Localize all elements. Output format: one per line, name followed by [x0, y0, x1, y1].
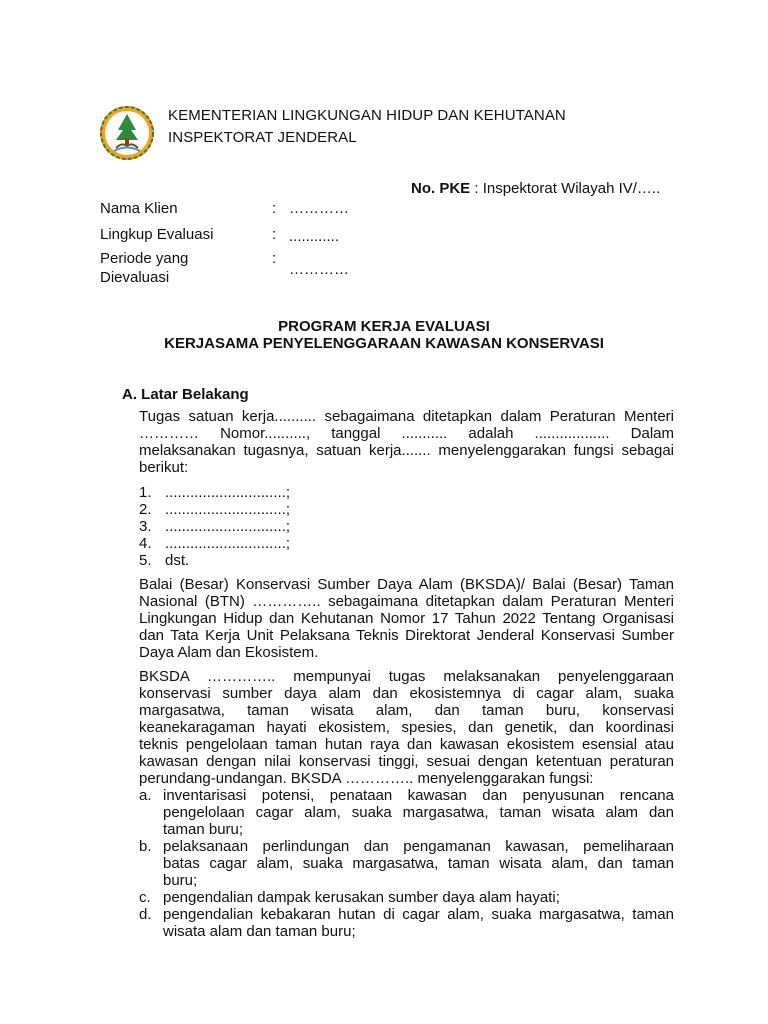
pke-number [411, 180, 660, 197]
text-line: melaksanakan tugasnya, satuan kerja....... menyelenggarakan fungsi sebagai [139, 442, 674, 459]
intro-paragraph [139, 408, 674, 476]
text-line: pengendalian kebakaran hutan di cagar alam, suaka margasatwa, taman [163, 906, 674, 923]
meta-value-nama-klien: ………… [289, 200, 349, 217]
list-mark: d. [139, 906, 152, 923]
list-num: 5. [139, 552, 152, 569]
text-line: taman buru; [163, 821, 244, 838]
ministry-name: KEMENTERIAN LINGKUNGAN HIDUP DAN KEHUTANAN [168, 107, 566, 124]
text-line: teknis pengelolaan taman hutan raya dan kawasan ekosistem esensial atau [139, 736, 674, 753]
list-item [139, 889, 674, 906]
list-mark: a. [139, 787, 152, 804]
list-mark: c. [139, 889, 151, 906]
list-item [139, 484, 290, 501]
bksda-paragraph [139, 668, 674, 787]
text-line: margasatwa, taman wisata alam, dan taman buru, konservasi [139, 702, 674, 719]
list-item [139, 552, 290, 569]
list-num: 3. [139, 518, 152, 535]
ministry-logo [98, 104, 156, 162]
pke-value: : Inspektorat Wilayah IV/….. [474, 180, 661, 197]
list-item [139, 501, 290, 518]
meta-colon: : [272, 250, 277, 267]
list-item [139, 906, 674, 940]
list-text: dst. [165, 552, 190, 569]
text-line: BKSDA ………….. mempunyai tugas melaksanakan penyelenggaraan [139, 668, 674, 685]
bksda-functions-list [139, 787, 674, 940]
meta-value-lingkup: ............ [289, 228, 340, 245]
list-item [139, 518, 290, 535]
list-num: 4. [139, 535, 152, 552]
text-line: batas cagar alam, suaka margasatwa, taman wisata alam, dan taman [163, 855, 674, 872]
pke-label: No. PKE [411, 180, 471, 197]
text-line: inventarisasi potensi, penataan kawasan dan penyusunan rencana [163, 787, 674, 804]
text-line: Daya Alam dan Ekosistem. [139, 644, 319, 661]
text-line: keanekaragaman hayati ekosistem, spesies, dan genetik, dan koordinasi [139, 719, 674, 736]
list-mark: b. [139, 838, 152, 855]
list-item [139, 535, 290, 552]
text-line: perundang-undangan. BKSDA ………….. menyelenggarakan fungsi: [139, 770, 594, 787]
text-line: Lingkungan Hidup dan Kehutanan Nomor 17 Tahun 2022 Tentang Organisasi [139, 610, 674, 627]
text-line: pengelolaan cagar alam, suaka margasatwa, taman wisata alam dan [163, 804, 674, 821]
meta-value-periode: ………… [289, 261, 349, 278]
text-line: dan Tata Kerja Unit Pelaksana Teknis Direktorat Jenderal Konservasi Sumber [139, 627, 674, 644]
text-line: Balai (Besar) Konservasi Sumber Daya Alam (BKSDA)/ Balai (Besar) Taman [139, 576, 674, 593]
text-line: Tugas satuan kerja.......... sebagaimana ditetapkan dalam Peraturan Menteri [139, 408, 674, 425]
list-text: .............................; [165, 501, 291, 518]
list-item [139, 838, 674, 889]
list-text: .............................; [165, 535, 291, 552]
meta-label-periode-2: Dievaluasi [100, 269, 170, 286]
text-line: ………… Nomor.........., tanggal ........... adalah .................. Dalam [139, 425, 674, 442]
list-num: 1. [139, 484, 152, 501]
meta-label-lingkup: Lingkup Evaluasi [100, 226, 214, 243]
balai-paragraph [139, 576, 674, 661]
meta-label-periode: Periode yang [100, 250, 189, 267]
ministry-emblem-icon [98, 104, 156, 162]
functions-list [139, 484, 290, 569]
list-num: 2. [139, 501, 152, 518]
doc-title-line1: PROGRAM KERJA EVALUASI [278, 318, 490, 335]
list-item [139, 787, 674, 838]
text-line: buru; [163, 872, 198, 889]
unit-name: INSPEKTORAT JENDERAL [168, 129, 357, 146]
text-line: pelaksanaan perlindungan dan pengamanan kawasan, pemeliharaan [163, 838, 674, 855]
meta-colon: : [272, 200, 277, 217]
doc-title-line2: KERJASAMA PENYELENGGARAAN KAWASAN KONSERVASI [164, 335, 604, 352]
text-line: berikut: [139, 459, 189, 476]
text-line: konservasi sumber daya alam dan ekosistemnya di cagar alam, suaka [139, 685, 674, 702]
meta-label-nama-klien: Nama Klien [100, 200, 178, 217]
text-line: wisata alam dan taman buru; [163, 923, 356, 940]
text-line: pengendalian dampak kerusakan sumber daya alam hayati; [163, 889, 560, 906]
list-text: .............................; [165, 518, 291, 535]
list-text: .............................; [165, 484, 291, 501]
meta-colon: : [272, 226, 277, 243]
text-line: kawasan dengan nilai konservasi tinggi, sesuai dengan ketentuan peraturan [139, 753, 674, 770]
text-line: Nasional (BTN) ………….. sebagaimana ditetapkan dalam Peraturan Menteri [139, 593, 674, 610]
section-heading: A. Latar Belakang [122, 386, 249, 403]
